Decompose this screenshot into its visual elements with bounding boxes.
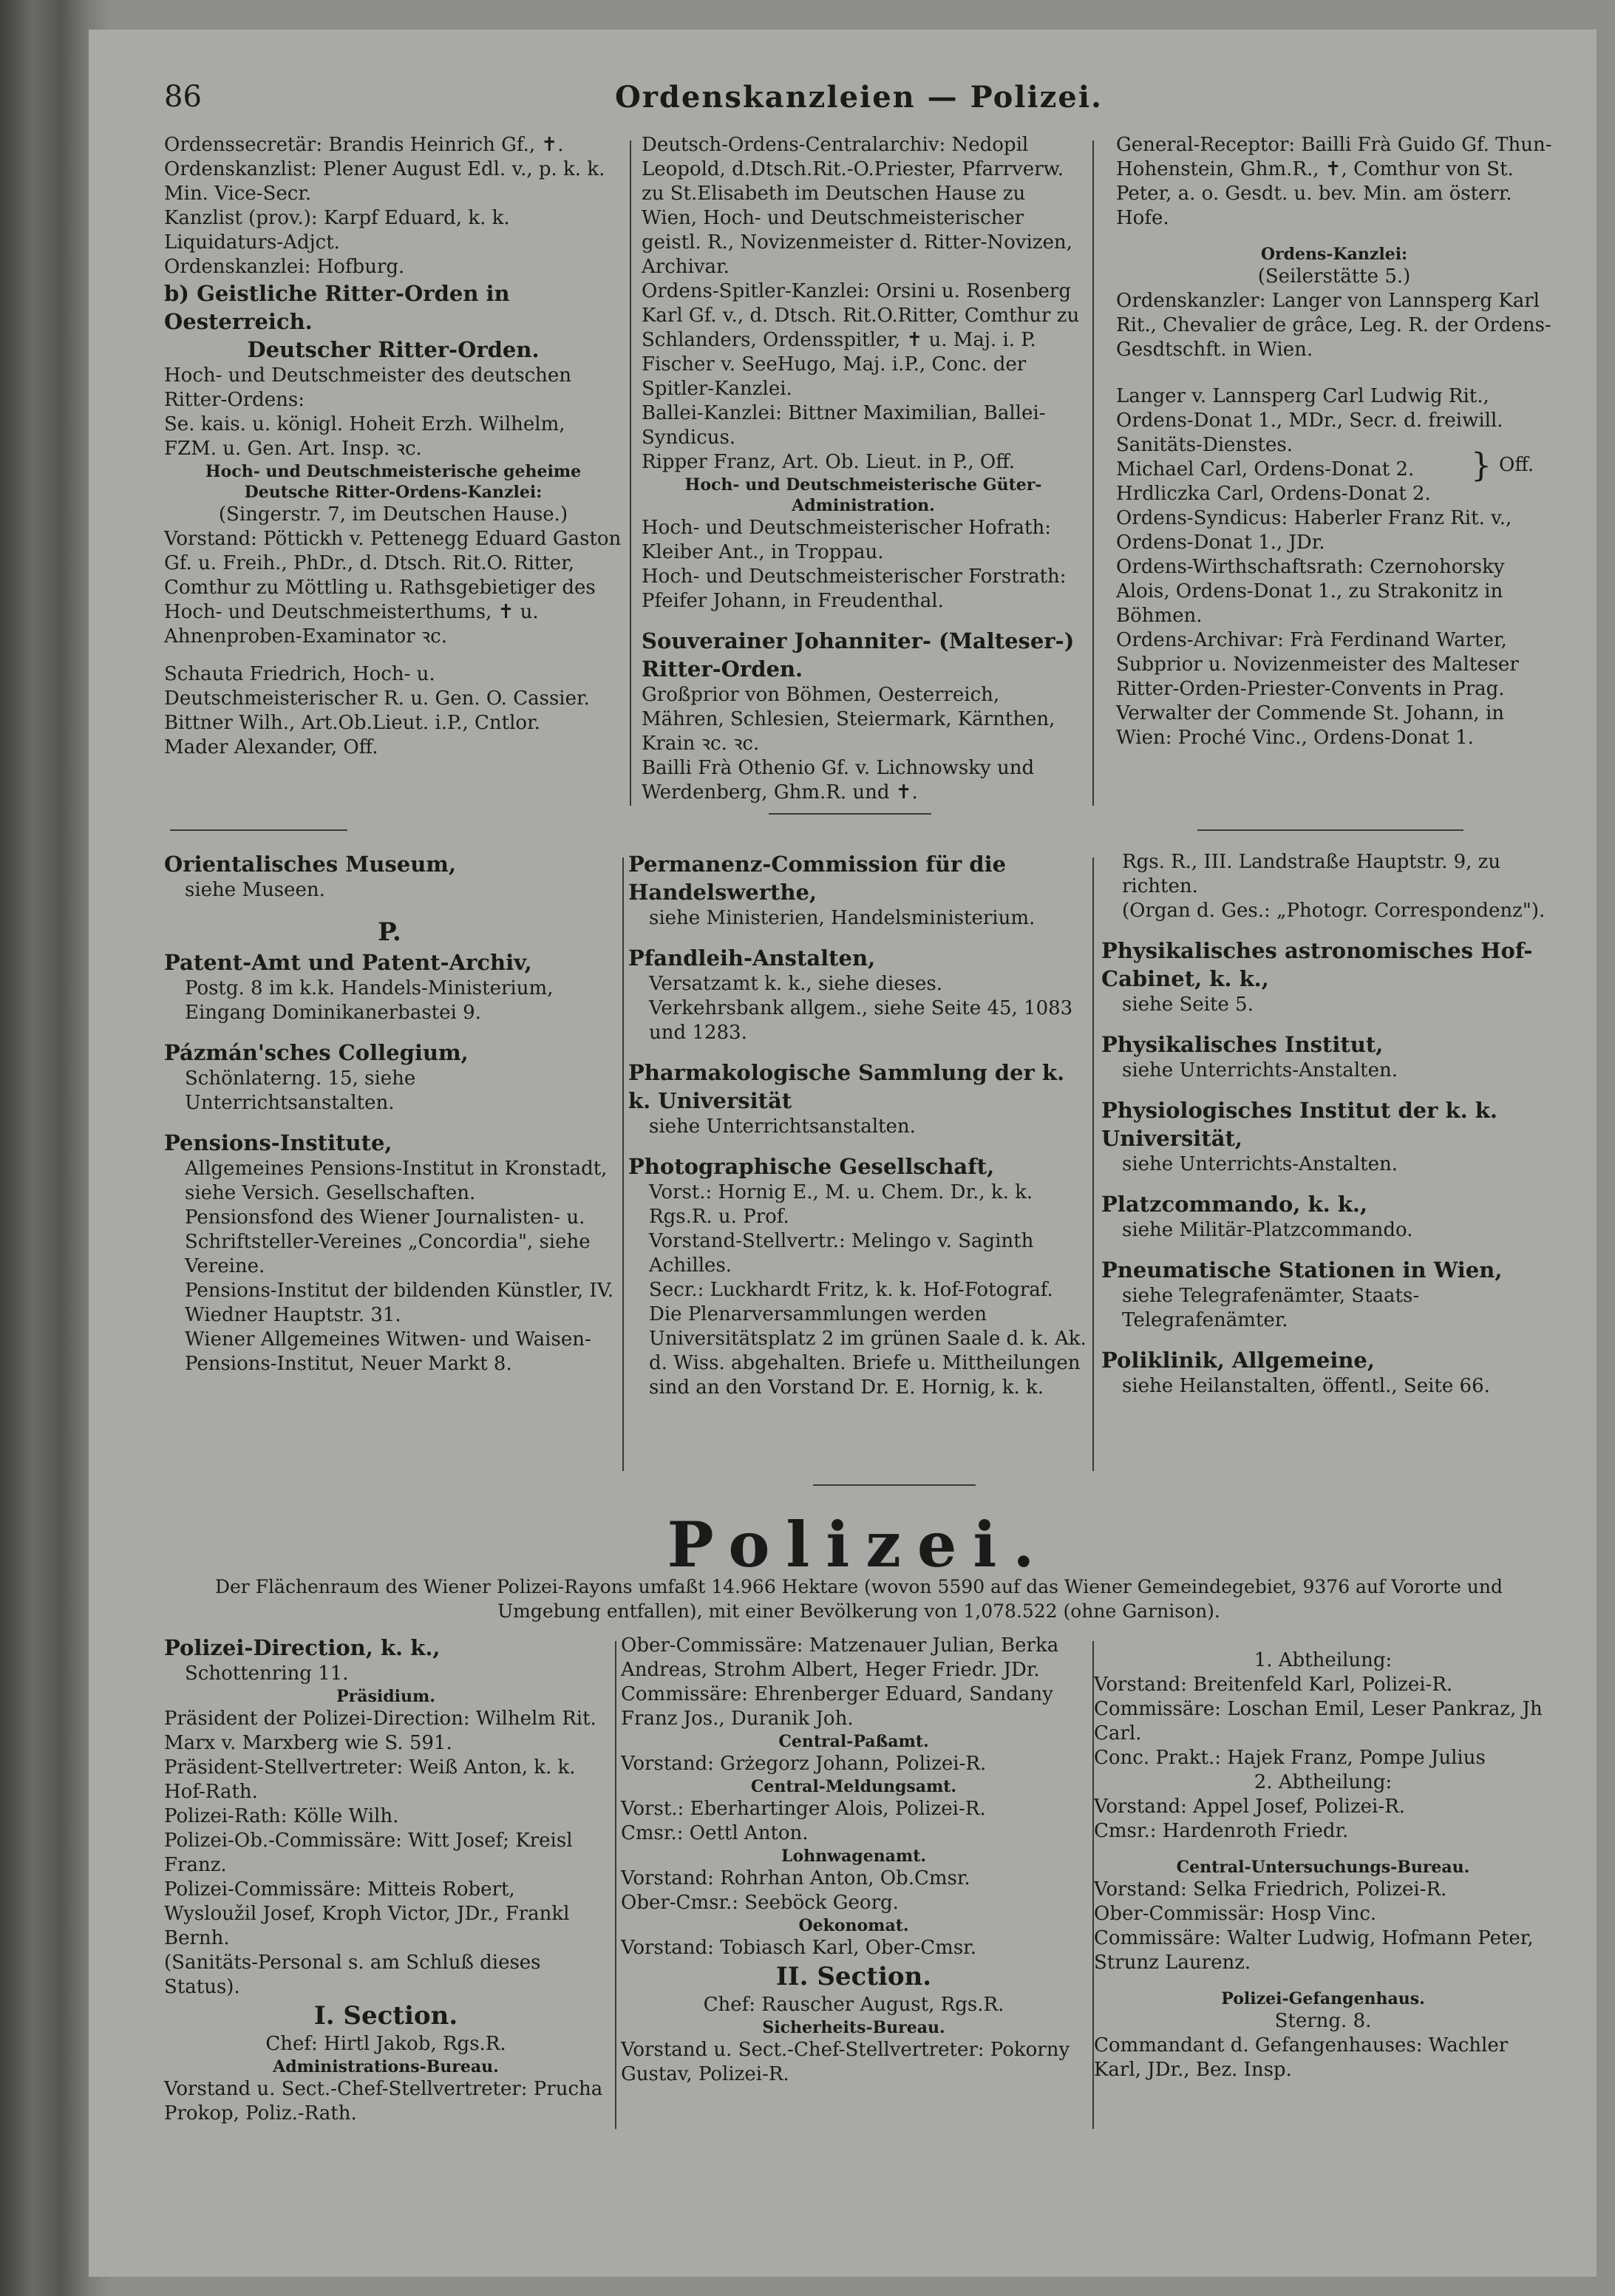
spacer [164, 1025, 615, 1039]
entry-heading: Pharmakologische Sammlung der k. k. Universität [628, 1060, 1065, 1113]
spacer [1116, 231, 1552, 244]
polizei-intro: Der Flächenraum des Wiener Polizei-Rayons umfaßt 14.966 Hektare (wovon 5590 auf das Wiener Gemeindegebiet, 9376 auf Vororte und Umgebung entfallen), mit einer Bevölkerung von 1,078.522 (ohne Garnison). [214, 1576, 1503, 1622]
spacer [1101, 1017, 1552, 1030]
entry-text: Ordenssecretär: Brandis Heinrich Gf., ✝. [164, 134, 564, 156]
entry-text: Polizei-Ob.-Commissäre: Witt Josef; Kreisl Franz. [164, 1830, 573, 1876]
entry-text: Präsident der Polizei-Direction: Wilhelm Rit. Marx v. Marxberg wie S. 591. [164, 1708, 596, 1754]
entry-text: Bailli Frà Othenio Gf. v. Lichnowsky und Werdenberg, Ghm.R. und ✝. [642, 757, 1035, 804]
entry-heading: Pázmán'sches Collegium, [164, 1040, 469, 1065]
spacer [1101, 1177, 1552, 1190]
entry-text: Hoch- und Deutschmeister des deutschen Ritter-Ordens: [164, 364, 572, 411]
entry-text: Vorstand: Breitenfeld Karl, Polizei-R. [1094, 1674, 1453, 1696]
entry-text: Ober-Commissäre: Matzenauer Julian, Berka Andreas, Strohm Albert, Heger Friedr. JDr. [621, 1634, 1059, 1681]
entry-heading: Physikalisches Institut, [1101, 1032, 1384, 1057]
entry-text: Ordens-Spitler-Kanzlei: Orsini u. Rosenberg Karl Gf. v., d. Dtsch. Rit.O.Ritter, Comthur zu Schlanders, Ordensspitler, ✝ u. Maj. i. P. [642, 280, 1080, 351]
subsection-heading: Sicherheits-Bureau. [762, 2018, 945, 2037]
section-rule [769, 813, 931, 815]
off-label: Off. [1499, 454, 1534, 476]
entry-text: Allgemeines Pensions-Institut in Kronstadt, siehe Versich. Gesellschaften. [185, 1158, 608, 1204]
spacer [1101, 1243, 1552, 1256]
entry-text: Cmsr.: Hardenroth Friedr. [1094, 1820, 1349, 1842]
subsection-heading: Administrations-Bureau. [273, 2057, 499, 2076]
section-rule [813, 1484, 976, 1486]
entry-text: Vorstand: Pöttickh v. Pettenegg Eduard Gaston Gf. u. Freih., PhDr., d. Dtsch. Rit.O. Ritter, Comthur zu Möttling u. Rathsgebietiger des Hoch- und Deutschmeisterthums, ✝ u. Ahnenproben-Examinator ꝛc. [164, 528, 622, 648]
entry-text: Vorstand-Stellvertr.: Melingo v. Saginth Achilles. [649, 1230, 1034, 1277]
entry-text: Commissäre: Loschan Emil, Leser Pankraz, Jh Carl. [1094, 1698, 1543, 1745]
entry-heading: Platzcommando, k. k., [1101, 1192, 1368, 1217]
spacer [164, 1115, 615, 1129]
entry-text: siehe Heilanstalten, öffentl., Seite 66. [1122, 1375, 1490, 1397]
entry-heading: Physiologisches Institut der k. k. Universität, [1101, 1098, 1497, 1151]
entry-text: Fischer v. SeeHugo, Maj. i.P., Conc. der Spitler-Kanzlei. [642, 353, 1027, 400]
subsection-heading: Central-Paßamt. [778, 1732, 929, 1751]
section-title-polizei: Polizei. [667, 1508, 1051, 1581]
spacer [628, 1045, 1087, 1059]
entry-text: Pensions-Institut der bildenden Künstler, IV. Wiedner Hauptstr. 31. [185, 1280, 614, 1326]
entry-text: Ordens-Archivar: Frà Ferdinand Warter, Subprior u. Novizenmeister des Malteser Ritter-Orden-Priester-Convents in Prag. [1116, 629, 1519, 700]
entry-text: Vorstand: Selka Friedrich, Polizei-R. [1094, 1878, 1447, 1901]
entry-heading: Patent-Amt und Patent-Archiv, [164, 950, 532, 975]
entry-text: Kanzlist (prov.): Karpf Eduard, k. k. Liquidaturs-Adjct. [164, 207, 510, 254]
entry-text: Chef: Rauscher August, Rgs.R. [703, 1994, 1004, 2016]
entry-text: Ordens-Syndicus: Haberler Franz Rit. v., Ordens-Donat 1., JDr. [1116, 507, 1512, 554]
column-divider [630, 140, 631, 806]
entry-heading: Orientalisches Museum, [164, 852, 457, 877]
column-ordens-left [164, 133, 622, 760]
column-index-right [1101, 850, 1552, 1399]
entry-text: siehe Unterrichts-Anstalten. [1122, 1153, 1398, 1175]
entry-text: General-Receptor: Bailli Frà Guido Gf. Thun-Hohenstein, Ghm.R., ✝, Comthur von St. Peter, a. o. Gesdt. u. bev. Min. am österr. Hofe. [1116, 134, 1552, 229]
entry-text: Mader Alexander, Off. [164, 736, 378, 758]
entry-text: Michael Carl, Ordens-Donat 2. [1116, 458, 1415, 480]
entry-text: Präsident-Stellvertreter: Weiß Anton, k. k. Hof-Rath. [164, 1756, 576, 1803]
spacer [1116, 362, 1552, 384]
entry-text: Polizei-Commissäre: Mitteis Robert, Wysloužil Josef, Kroph Victor, JDr., Frankl Bernh. [164, 1878, 570, 1949]
subsection-heading: Lohnwagenamt. [781, 1847, 927, 1866]
entry-text: Postg. 8 im k.k. Handels-Ministerium, Eingang Dominikanerbastei 9. [185, 977, 554, 1024]
entry-text: Versatzamt k. k., siehe dieses. [649, 973, 943, 995]
entry-text: Commissäre: Ehrenberger Eduard, Sandany Franz Jos., Duranik Joh. [621, 1683, 1053, 1730]
spacer [164, 903, 615, 916]
entry-text: Schottenring 11. [185, 1662, 349, 1685]
entry-text: Großprior von Böhmen, Oesterreich, Mähren, Schlesien, Steiermark, Kärnthen, Krain ꝛc. ꝛc. [642, 684, 1055, 755]
entry-heading: Souverainer Johanniter- (Malteser-) Ritter-Orden. [642, 628, 1075, 682]
subsection-heading: Central-Meldungsamt. [750, 1777, 957, 1796]
column-divider [1092, 857, 1094, 1471]
entry-text: Polizei-Rath: Kölle Wilh. [164, 1805, 399, 1827]
entry-text: Sterng. 8. [1274, 2010, 1372, 2032]
entry-text: Vorst.: Eberhartinger Alois, Polizei-R. [621, 1798, 986, 1820]
entry-text: Ballei-Kanzlei: Bittner Maximilian, Ballei-Syndicus. [642, 402, 1046, 449]
entry-text: (Singerstr. 7, im Deutschen Hause.) [218, 503, 568, 526]
subsection-heading: Oekonomat. [798, 1916, 909, 1935]
entry-text: siehe Seite 5. [1122, 994, 1254, 1016]
section-rule [170, 829, 347, 831]
entry-text: siehe Telegrafenämter, Staats-Telegrafenämter. [1122, 1285, 1420, 1331]
entry-text: Vorstand: Appel Josef, Polizei-R. [1094, 1796, 1405, 1818]
page-header [164, 80, 1554, 124]
entry-text: siehe Ministerien, Handelsministerium. [649, 907, 1036, 929]
entry-text: Hoch- und Deutschmeisterischer Hofrath: Kleiber Ant., in Troppau. [642, 517, 1051, 563]
entry-text: siehe Unterrichtsanstalten. [649, 1115, 916, 1138]
column-ordens-right [1116, 133, 1552, 750]
entry-text: 1. Abtheilung: [1254, 1649, 1393, 1671]
spacer [1094, 1975, 1552, 1988]
entry-text: Vorstand: Grżegorz Johann, Polizei-R. [621, 1753, 987, 1775]
entry-text: Vorstand: Tobiasch Karl, Ober-Cmsr. [621, 1937, 977, 1959]
entry-text: siehe Unterrichts-Anstalten. [1122, 1059, 1398, 1081]
entry-text: Ordens-Wirthschaftsrath: Czernohorsky Alois, Ordens-Donat 1., zu Strakonitz in Böhmen. [1116, 556, 1505, 627]
section-heading: I. Section. [313, 2001, 458, 2031]
brace-annotation [1471, 446, 1534, 485]
entry-text: 2. Abtheilung: [1254, 1771, 1393, 1793]
column-polizei-middle [621, 1634, 1087, 2087]
entry-text: siehe Museen. [185, 879, 325, 901]
entry-heading: Pfandleih-Anstalten, [628, 945, 876, 971]
entry-text: Die Plenarversammlungen werden Universitätsplatz 2 im grünen Saale d. k. Ak. d. Wiss. abgehalten. Briefe u. Mittheilungen sind an den Vorstand Dr. E. Hornig, k. k. [649, 1303, 1087, 1399]
entry-text: Hrdliczka Carl, Ordens-Donat 2. [1116, 483, 1431, 505]
entry-heading: Physikalisches astronomisches Hof-Cabinet, k. k., [1101, 938, 1533, 991]
entry-text: Cmsr.: Oettl Anton. [621, 1822, 809, 1844]
entry-text: Verwalter der Commende St. Johann, in Wien: Proché Vinc., Ordens-Donat 1. [1116, 702, 1505, 749]
section-heading: II. Section. [775, 1962, 932, 1991]
entry-heading: Poliklinik, Allgemeine, [1101, 1348, 1375, 1373]
spacer [1101, 1333, 1552, 1346]
entry-heading: Deutscher Ritter-Orden. [247, 337, 540, 362]
entry-text: Ordenskanzlei: Hofburg. [164, 256, 405, 278]
entry-text: (Organ d. Ges.: „Photogr. Correspondenz"). [1122, 900, 1546, 922]
subsection-heading: Central-Untersuchungs-Bureau. [1176, 1858, 1470, 1877]
entry-text: (Seilerstätte 5.) [1257, 265, 1411, 288]
section-rule [1197, 829, 1463, 831]
entry-text: Pensionsfond des Wiener Journalisten- u. Schriftsteller-Vereines „Concordia", siehe Vereine. [185, 1206, 591, 1277]
entry-text: Verkehrsbank allgem., siehe Seite 45, 1083 und 1283. [649, 997, 1073, 1044]
spacer [1101, 1083, 1552, 1096]
entry-text: (Sanitäts-Personal s. am Schluß dieses Status). [164, 1952, 541, 1998]
entry-text: Vorstand: Rohrhan Anton, Ob.Cmsr. [621, 1867, 970, 1889]
entry-text: Chef: Hirtl Jakob, Rgs.R. [265, 2033, 506, 2055]
entry-text: Secr.: Luckhardt Fritz, k. k. Hof-Fotograf. [649, 1279, 1053, 1301]
entry-text: Ripper Franz, Art. Ob. Lieut. in P., Off. [642, 451, 1016, 473]
subsection-heading: Ordens-Kanzlei: [1260, 245, 1408, 264]
entry-text: Vorstand u. Sect.-Chef-Stellvertreter: Prucha Prokop, Poliz.-Rath. [164, 2078, 603, 2125]
entry-heading: Pensions-Institute, [164, 1130, 392, 1155]
entry-text: Deutsch-Ordens-Centralarchiv: Nedopil Leopold, d.Dtsch.Rit.-O.Priester, Pfarrverw. zu St.Elisabeth im Deutschen Hause zu Wien, Hoch- und Deutschmeisterischer geistl. R., Novizenmeister d. Ritter-Novizen, Archivar. [642, 134, 1072, 278]
entry-text: Commissäre: Walter Ludwig, Hofmann Peter, Strunz Laurenz. [1094, 1927, 1534, 1974]
entry-text: Conc. Prakt.: Hajek Franz, Pompe Julius [1094, 1747, 1486, 1769]
entry-heading: Photographische Gesellschaft, [628, 1154, 995, 1179]
entry-text: Rgs. R., III. Landstraße Hauptstr. 9, zu richten. [1122, 851, 1501, 897]
column-divider [615, 1641, 616, 2129]
entry-text: Ober-Commissär: Hosp Vinc. [1094, 1903, 1377, 1925]
subsection-heading: Hoch- und Deutschmeisterische Güter-Administration. [684, 475, 1042, 515]
entry-text: Schönlaterng. 15, siehe Unterrichtsanstalten. [185, 1067, 416, 1114]
spacer [164, 649, 622, 662]
section-heading: P. [378, 917, 401, 947]
entry-text: Vorstand u. Sect.-Chef-Stellvertreter: Pokorny Gustav, Polizei-R. [621, 2039, 1070, 2085]
entry-text: Schauta Friedrich, Hoch- u. Deutschmeisterischer R. u. Gen. O. Cassier. [164, 663, 590, 710]
column-index-left [164, 850, 615, 1376]
subsection-heading: Polizei-Gefangenhaus. [1221, 1989, 1425, 2008]
entry-text: Vorst.: Hornig E., M. u. Chem. Dr., k. k. Rgs.R. u. Prof. [649, 1181, 1033, 1228]
entry-text: Commandant d. Gefangenhauses: Wachler Karl, JDr., Bez. Insp. [1094, 2034, 1509, 2081]
spacer [628, 931, 1087, 944]
column-polizei-left [164, 1634, 608, 2126]
entry-heading: Polizei-Direction, k. k., [164, 1635, 441, 1660]
entry-text: siehe Militär-Platzcommando. [1122, 1219, 1413, 1241]
spacer [1101, 923, 1552, 937]
entry-text: Bittner Wilh., Art.Ob.Lieut. i.P., Cntlor. [164, 712, 540, 734]
entry-text: Ordenskanzlist: Plener August Edl. v., p. k. k. Min. Vice-Secr. [164, 158, 605, 205]
spacer [1094, 1844, 1552, 1857]
running-head: Ordenskanzleien — Polizei. [615, 80, 1103, 115]
column-ordens-middle [642, 133, 1085, 805]
entry-text: Ober-Cmsr.: Seeböck Georg. [621, 1892, 899, 1914]
entry-heading: Permanenz-Commission für die Handelswerthe, [628, 852, 1007, 905]
column-divider [622, 857, 624, 1471]
entry-text: Ordenskanzler: Langer von Lannsperg Karl Rit., Chevalier de grâce, Leg. R. der Ordens-Gesdtschft. in Wien. [1116, 290, 1551, 361]
column-divider [1092, 140, 1094, 806]
spacer [642, 614, 1085, 627]
column-index-middle [628, 850, 1087, 1400]
column-polizei-right [1094, 1648, 1552, 2082]
entry-heading: b) Geistliche Ritter-Orden in Oesterreich. [164, 281, 510, 334]
entry-text: Hoch- und Deutschmeisterischer Forstrath: Pfeifer Johann, in Freudenthal. [642, 565, 1067, 612]
page-number: 86 [164, 80, 202, 114]
entry-text: Wiener Allgemeines Witwen- und Waisen-Pensions-Institut, Neuer Markt 8. [185, 1328, 591, 1375]
subsection-heading: Hoch- und Deutschmeisterische geheime Deutsche Ritter-Ordens-Kanzlei: [205, 462, 582, 502]
subsection-heading: Präsidium. [336, 1687, 435, 1706]
entry-text: Langer v. Lannsperg Carl Ludwig Rit., Ordens-Donat 1., MDr., Secr. d. freiwill. Sanitäts-Dienstes. [1116, 385, 1503, 456]
brace-symbol: } [1471, 446, 1492, 485]
entry-heading: Pneumatische Stationen in Wien, [1101, 1257, 1503, 1283]
spacer [628, 1139, 1087, 1152]
entry-text: Se. kais. u. königl. Hoheit Erzh. Wilhelm, FZM. u. Gen. Art. Insp. ꝛc. [164, 413, 565, 460]
